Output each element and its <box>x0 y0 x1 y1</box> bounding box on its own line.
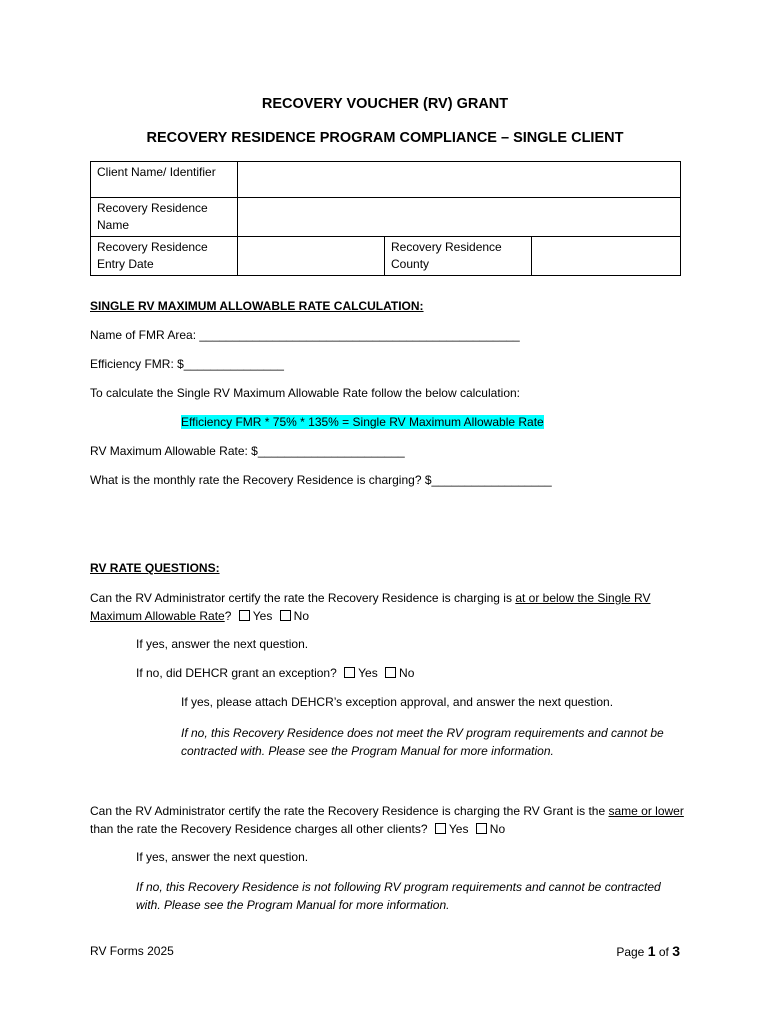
client-name-field[interactable] <box>238 162 681 198</box>
county-label: Recovery Residence County <box>385 237 532 276</box>
q2-yes-checkbox[interactable] <box>435 823 446 834</box>
exception-yes-instruction: If yes, please attach DEHCR’s exception approval, and answer the next question. <box>181 695 614 709</box>
entry-date-field[interactable] <box>238 237 385 276</box>
q2-no-note: If no, this Recovery Residence is not following RV program requirements and cannot be contracted with. Please see the Program Manual for more information. <box>136 880 661 912</box>
max-rate-line: RV Maximum Allowable Rate: $______________________ <box>90 444 405 458</box>
formula-highlight: Efficiency FMR * 75% * 135% = Single RV Maximum Allowable Rate <box>181 415 544 429</box>
residence-name-label: Recovery Residence Name <box>91 198 238 237</box>
monthly-rate-line: What is the monthly rate the Recovery Residence is charging? $__________________ <box>90 473 552 487</box>
calc-instruction: To calculate the Single RV Maximum Allowable Rate follow the below calculation: <box>90 386 521 400</box>
footer-page-number: Page 1 of 3 <box>616 943 680 959</box>
client-info-table <box>90 161 681 276</box>
exception-no-checkbox[interactable] <box>385 667 396 678</box>
q1-exception-question: If no, did DEHCR grant an exception? Yes No <box>136 666 415 680</box>
q2-no-checkbox[interactable] <box>476 823 487 834</box>
document-title: RECOVERY VOUCHER (RV) GRANT <box>261 96 509 112</box>
document-subtitle: RECOVERY RESIDENCE PROGRAM COMPLIANCE – SINGLE CLIENT <box>146 130 624 146</box>
q1-no-checkbox[interactable] <box>280 610 291 621</box>
question-1: Can the RV Administrator certify the rate the Recovery Residence is charging is at or below the Single RV Maximum Allowable Rate? Yes No <box>90 591 651 623</box>
q1-yes-instruction: If yes, answer the next question. <box>136 637 309 651</box>
question-2: Can the RV Administrator certify the rate the Recovery Residence is charging the RV Grant is the same or lower than the rate the Recovery Residence charges all other clients? Yes No <box>90 804 684 836</box>
residence-name-field[interactable] <box>238 198 681 237</box>
calc-heading: SINGLE RV MAXIMUM ALLOWABLE RATE CALCULATION: <box>90 299 424 313</box>
entry-date-label: Recovery Residence Entry Date <box>91 237 238 276</box>
efficiency-fmr-line: Efficiency FMR: $_______________ <box>90 357 284 371</box>
q1-yes-checkbox[interactable] <box>239 610 250 621</box>
exception-no-note: If no, this Recovery Residence does not meet the RV program requirements and cannot be contracted with. Please see the Program Manual for more information. <box>181 726 664 758</box>
q2-yes-instruction: If yes, answer the next question. <box>136 850 309 864</box>
client-name-label: Client Name/ Identifier <box>91 162 238 198</box>
county-field[interactable] <box>532 237 681 276</box>
fmr-area-line: Name of FMR Area: ________________________________________________ <box>90 328 520 342</box>
exception-yes-checkbox[interactable] <box>344 667 355 678</box>
questions-heading: RV RATE QUESTIONS: <box>90 561 220 575</box>
footer-form-name: RV Forms 2025 <box>90 944 174 958</box>
